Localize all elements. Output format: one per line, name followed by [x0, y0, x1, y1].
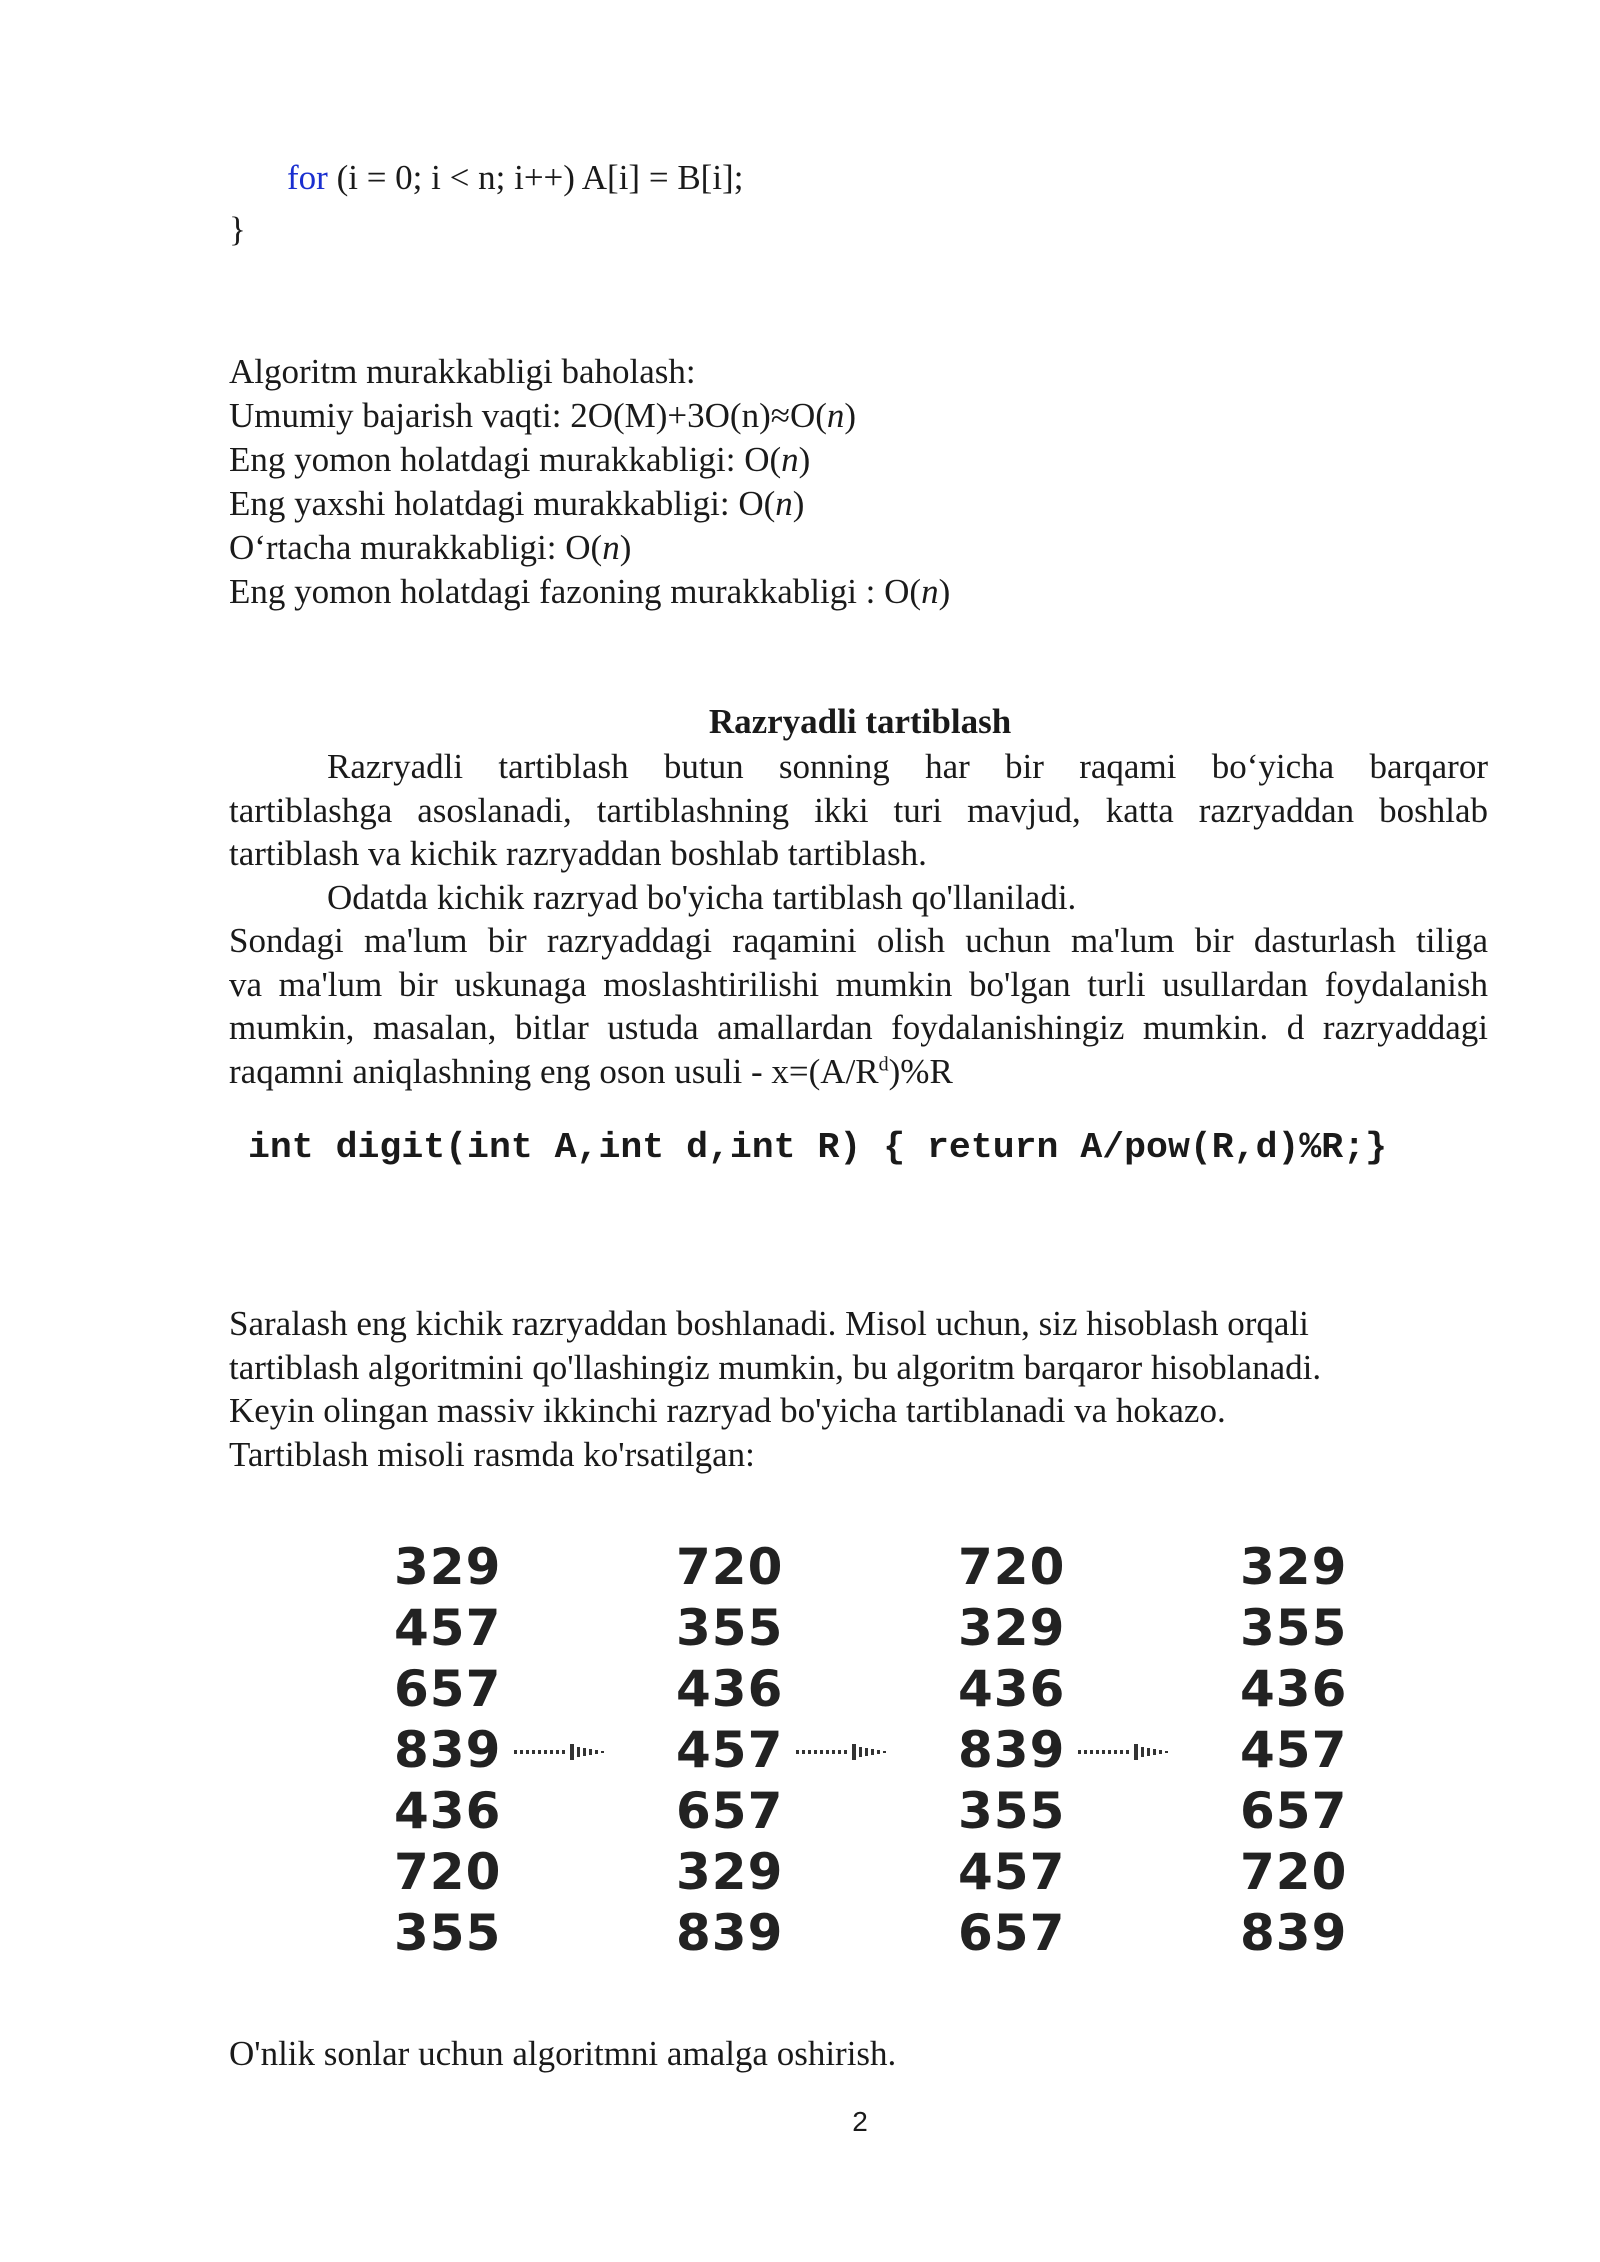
figure-number: 329: [394, 1538, 502, 1596]
sorting-line-4: Tartiblash misoli rasmda ko'rsatilgan:: [229, 1434, 755, 1474]
dotted-arrow-icon: [512, 1741, 637, 1763]
figure-number: 657: [1240, 1782, 1348, 1840]
complexity-average: [229, 526, 631, 570]
approx-symbol: ≈: [770, 396, 790, 435]
complexity-worst: [229, 438, 810, 482]
figure-number: 657: [394, 1660, 502, 1718]
intro-line-1: Razryadli tartiblash butun sonning har bir raqami bo‘yicha barqaror: [327, 747, 1488, 786]
avg-label: O‘rtacha murakkabligi: O(: [229, 528, 603, 567]
complexity-total-time: [229, 394, 856, 438]
code-loop-body: (i = 0; i < n; i++) A[i] = B[i];: [327, 158, 744, 197]
space-n: n: [921, 572, 939, 611]
best-close: ): [792, 484, 805, 523]
total-time-close: ): [844, 396, 857, 435]
figure-number: 436: [1240, 1660, 1348, 1718]
formula-superscript: d: [878, 1052, 889, 1075]
figure-number: 355: [394, 1904, 502, 1962]
dotted-arrow-icon: [794, 1741, 919, 1763]
worst-label: Eng yomon holatdagi murakkabligi: O(: [229, 440, 782, 479]
best-n: n: [775, 484, 793, 523]
digit-function-code: int digit(int A,int d,int R) { return A/pow(R,d)%R;}: [248, 1127, 1387, 1168]
figure-column-pass-3: [1240, 1537, 1380, 1964]
figure-number: 436: [676, 1660, 784, 1718]
intro-line-4: Odatda kichik razryad bo'yicha tartiblash qo'llaniladi.: [327, 877, 1077, 917]
sorting-line-3: Keyin olingan massiv ikkinchi razryad bo'yicha tartiblanadi va hokazo.: [229, 1391, 1226, 1430]
intro-line-3: tartiblash va kichik razryaddan boshlab tartiblash.: [229, 834, 927, 873]
paragraph-sorting: [229, 1302, 1488, 1476]
best-label: Eng yaxshi holatdagi murakkabligi: O(: [229, 484, 776, 523]
formula-prefix: raqamni aniqlashning eng oson usuli - x=(A/R: [229, 1051, 879, 1091]
figure-number: 329: [958, 1599, 1066, 1657]
implementation-caption: O'nlik sonlar uchun algoritmni amalga oshirish.: [229, 2034, 897, 2073]
figure-number: 839: [958, 1721, 1066, 1779]
total-time-n: n: [826, 396, 845, 435]
sorting-line-1: Saralash eng kichik razryaddan boshlanadi. Misol uchun, siz hisoblash orqali: [229, 1304, 1309, 1343]
figure-number: 457: [394, 1599, 502, 1657]
complexity-best: [229, 482, 804, 526]
code-loop-line: [287, 156, 743, 200]
complexity-heading: Algoritm murakkabligi baholash:: [229, 352, 696, 391]
figure-number: 355: [1240, 1599, 1348, 1657]
figure-number: 436: [958, 1660, 1066, 1718]
code-closing-brace: }: [229, 210, 246, 249]
figure-number: 457: [958, 1843, 1066, 1901]
digit-line-4: [229, 1050, 1488, 1094]
figure-number: 720: [1240, 1843, 1348, 1901]
figure-number: 657: [676, 1782, 784, 1840]
figure-number: 720: [394, 1843, 502, 1901]
avg-close: ): [619, 528, 632, 567]
worst-close: ): [798, 440, 811, 479]
total-time-value: O(: [789, 396, 827, 435]
figure-number: 457: [1240, 1721, 1348, 1779]
space-close: ): [938, 572, 951, 611]
figure-number: 457: [676, 1721, 784, 1779]
figure-number: 839: [1240, 1904, 1348, 1962]
dotted-arrow-icon: [1076, 1741, 1201, 1763]
total-time-label: Umumiy bajarish vaqti: 2O(M)+3O(n): [229, 396, 771, 435]
avg-n: n: [602, 528, 620, 567]
code-keyword-for: for: [287, 158, 328, 197]
figure-number: 720: [676, 1538, 784, 1596]
paragraph-intro: [229, 745, 1488, 1093]
complexity-space: [229, 570, 950, 614]
figure-number: 329: [676, 1843, 784, 1901]
space-label: Eng yomon holatdagi fazoning murakkabligi : O(: [229, 572, 922, 611]
digit-line-2: va ma'lum bir uskunaga moslashtirilishi mumkin bo'lgan turli usullardan foydalanish: [229, 964, 1488, 1004]
figure-number: 839: [394, 1721, 502, 1779]
figure-number: 720: [958, 1538, 1066, 1596]
figure-number: 657: [958, 1904, 1066, 1962]
digit-line-1: Sondagi ma'lum bir razryaddagi raqamini olish uchun ma'lum bir dasturlash tiliga: [229, 921, 1488, 960]
intro-line-2: tartiblashga asoslanadi, tartiblashning ikki turi mavjud, katta razryaddan boshlab: [229, 790, 1488, 830]
section-title: Razryadli tartiblash: [708, 702, 1012, 741]
figure-number: 355: [958, 1782, 1066, 1840]
figure-number: 355: [676, 1599, 784, 1657]
worst-n: n: [781, 440, 799, 479]
figure-number: 436: [394, 1782, 502, 1840]
digit-line-3: mumkin, masalan, bitlar ustuda amallardan foydalanishingiz mumkin. d razryaddagi: [229, 1008, 1488, 1047]
page-number: 2: [852, 2106, 868, 2137]
figure-number: 329: [1240, 1538, 1348, 1596]
formula-suffix: )%R: [888, 1051, 953, 1091]
figure-number: 839: [676, 1904, 784, 1962]
sorting-line-2: tartiblash algoritmini qo'llashingiz mumkin, bu algoritm barqaror hisoblanadi.: [229, 1347, 1322, 1387]
